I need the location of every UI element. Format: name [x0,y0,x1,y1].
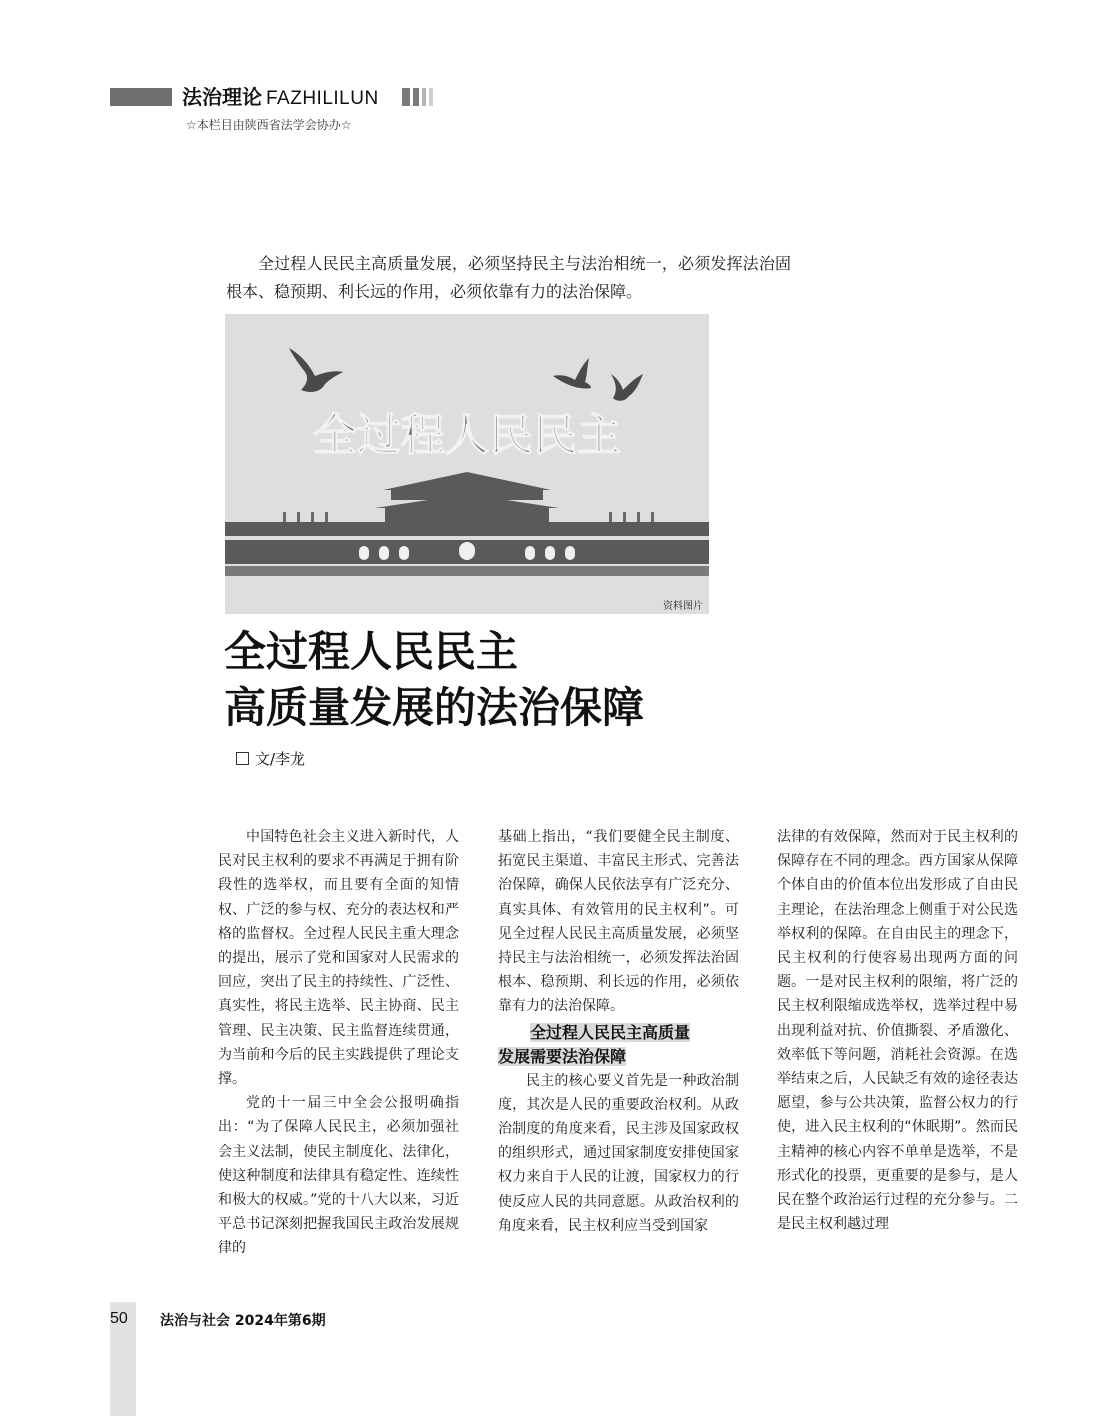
paragraph: 基础上指出，“我们要健全民主制度、拓宽民主渠道、丰富民主形式、完善法治保障，确保人民依法享有广泛充分、真实具体、有效管用的民主权利”。可见全过程人民民主高质量发展，必须坚持民主与法治相统一，必须发挥法治固根本、稳预期、利长远的作用，必须依靠有力的法治保障。 [498,829,739,1015]
column-name-en: FAZHILILUN [266,88,379,109]
text-column-2 [498,825,739,1238]
title-line-1: 全过程人民民主 [224,627,519,676]
header-marks-decoration [402,88,433,106]
text-column-1 [218,825,459,1261]
paragraph: 中国特色社会主义进入新时代，人民对民主权利的要求不再满足于拥有阶段性的选举权，而且要有全面的知情权、广泛的参与权、充分的表达权和严格的监督权。全过程人民民主重大理念的提出，展示了党和国家对人民需求的回应，突出了民主的持续性、广泛性、真实性，将民主选举、民主协商、民主管理、民主决策、民主监督连续贯通，为当前和今后的民主实践提供了理论支撑。 [218,829,459,1088]
journal-issue: 法治与社会 2024年第6期 [160,1313,326,1329]
paragraph: 法律的有效保障，然而对于民主权利的保障存在不同的理念。西方国家从保障个体自由的价值本位出发形成了自由民主理论，在法治理念上侧重于对公民选举权利的保障。在自由民主的理念下，民主权利的行使容易出现两方面的问题。一是对民主权利的限缩，将广泛的民主权利限缩成选举权，选举过程中易出现利益对抗、价值撕裂、矛盾激化、效率低下等问题，消耗社会资源。在选举结束之后，人民缺乏有效的途径表达愿望，参与公共决策，监督公权力的行使，进入民主权利的“休眠期”。然而民主精神的核心内容不单单是选举，不是形式化的投票，更重要的是参与，是人民在整个政治运行过程的充分参与。二是民主权利越过理 [777,829,1018,1233]
paragraph: 民主的核心要义首先是一种政治制度，其次是人民的重要政治权利。从政治制度的角度来看，民主涉及国家政权的组织形式，通过国家制度安排使国家权力来自于人民的让渡，国家权力的行使反应人民的共同意愿。从政治权利的角度来看，民主权利应当受到国家 [498,1072,739,1234]
paragraph: 党的十一届三中全会公报明确指出：“为了保障人民民主，必须加强社会主义法制，使民主制度化、法律化，使这种制度和法律具有稳定性、连续性和极大的权威。”党的十八大以来，习近平总书记深刻把握我国民主政治发展规律的 [218,1095,459,1257]
article-photo [225,314,709,614]
section-heading [498,1021,739,1069]
byline [236,748,305,769]
lead-paragraph: 全过程人民民主高质量发展，必须坚持民主与法治相统一，必须发挥法治固根本、稳预期、利长远的作用，必须依靠有力的法治保障。 [226,254,791,301]
byline-box-icon [236,752,249,765]
title-line-2: 高质量发展的法治保障 [224,683,645,732]
author: 文/李龙 [255,750,306,768]
section-heading-line-2: 发展需要法治保障 [498,1046,627,1066]
photo-caption: 资料图片 [663,601,703,612]
section-heading-line-1: 全过程人民民主高质量 [530,1022,691,1042]
column-name: 法治理论 [182,85,262,109]
photo-headline: 全过程人民民主 [313,410,621,461]
text-column-3 [777,825,1018,1236]
header-bar-decoration [110,88,172,106]
article-title [224,624,644,736]
photo-illustration [225,314,709,614]
page-number: 50 [110,1310,128,1327]
sponsor-note: ☆本栏目由陕西省法学会协办☆ [186,118,352,132]
column-header [182,84,379,112]
